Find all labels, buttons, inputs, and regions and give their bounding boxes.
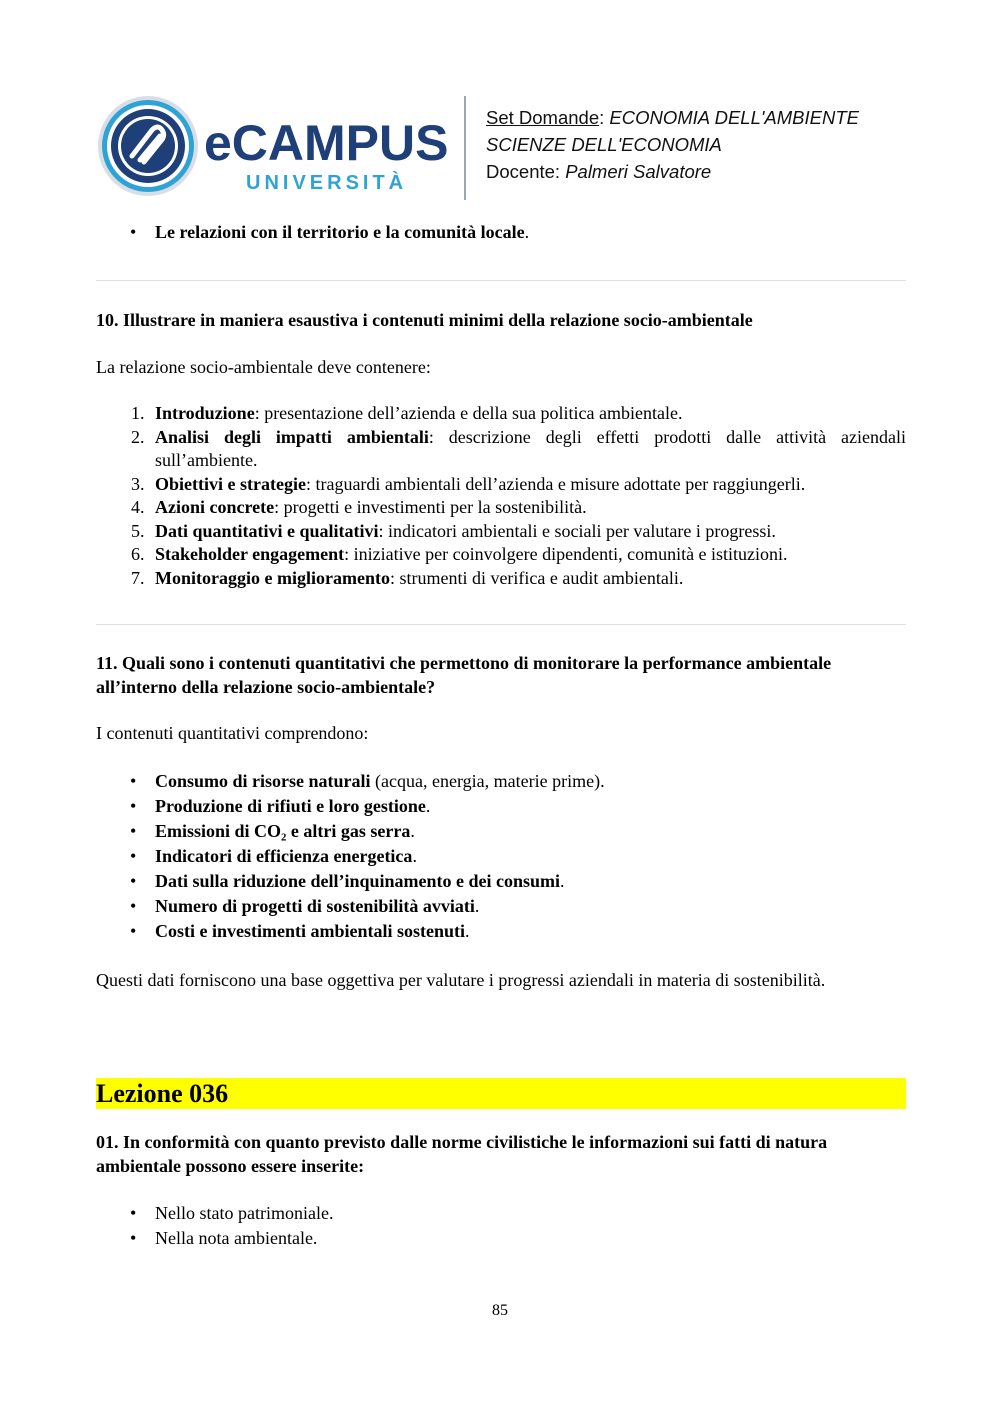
list-item: • Numero di progetti di sostenibilità avviati. (155, 895, 906, 919)
list-item: 4. Azioni concrete: progetti e investimenti per la sostenibilità. (131, 497, 587, 517)
question-10-intro: La relazione socio-ambientale deve contenere: (96, 356, 431, 377)
list-item: 2. Analisi degli impatti ambientali: descrizione degli effetti prodotti dalle attività aziendali sull’ambiente. (131, 426, 906, 470)
ecampus-logo (96, 94, 451, 204)
course-line: SCIENZE DELL'ECONOMIA (486, 134, 722, 155)
question-11-list (96, 770, 906, 944)
list-item: • Le relazioni con il territorio e la comunità locale. (155, 221, 906, 245)
question-01-title: 01. In conformità con quanto previsto dalle norme civilistiche le informazioni sui fatti di natura ambientale possono essere inserite: (96, 1132, 828, 1176)
question-10-list (96, 402, 906, 590)
list-item: 3. Obiettivi e strategie: traguardi ambientali dell’azienda e misure adottate per raggiungerli. (131, 473, 806, 494)
teacher-line: Docente: Palmeri Salvatore (486, 161, 712, 182)
svg-text:UNIVERSITÀ: UNIVERSITÀ (246, 172, 408, 194)
question-01-list (96, 1202, 906, 1251)
list-item: • Indicatori di efficienza energetica. (155, 845, 906, 869)
question-11-title: 11. Quali sono i contenuti quantitativi che permettono di monitorare la performance ambientale all’interno della relazione socio-ambientale? (96, 653, 832, 697)
list-item: • Produzione di rifiuti e loro gestione. (155, 795, 906, 819)
svg-text:eCAMPUS: eCAMPUS (204, 115, 449, 171)
question-11-conclusion: Questi dati forniscono una base oggettiva per valutare i progressi aziendali in materia di sostenibilità. (96, 969, 826, 990)
page-number: 85 (492, 1302, 508, 1319)
question-11-intro: I contenuti quantitativi comprendono: (96, 723, 369, 743)
list-item: 6. Stakeholder engagement: iniziative per coinvolgere dipendenti, comunità e istituzioni. (131, 544, 788, 564)
set-line: Set Domande: ECONOMIA DELL'AMBIENTE (486, 107, 859, 128)
list-item: • Nello stato patrimoniale. (155, 1202, 906, 1226)
list-item: • Costi e investimenti ambientali sostenuti. (155, 920, 906, 944)
list-item: 5. Dati quantitativi e qualitativi: indicatori ambientali e sociali per valutare i progressi. (131, 520, 776, 541)
header-divider (464, 96, 466, 200)
page-content (96, 221, 906, 1252)
list-item: • Dati sulla riduzione dell’inquinamento e dei consumi. (155, 870, 906, 894)
list-item: 7. Monitoraggio e miglioramento: strumenti di verifica e audit ambientali. (131, 567, 684, 588)
list-item: • Consumo di risorse naturali (acqua, energia, materie prime). (155, 770, 906, 794)
page-header (96, 94, 906, 204)
list-item: • Emissioni di CO₂ e altri gas serra. (155, 820, 906, 844)
list-item: • Nella nota ambientale. (155, 1227, 906, 1251)
top-bullet-list (96, 221, 906, 245)
question-10-title: 10. Illustrare in maniera esaustiva i contenuti minimi della relazione socio-ambientale (96, 310, 753, 330)
list-item: 1. Introduzione: presentazione dell’azienda e della sua politica ambientale. (131, 403, 683, 423)
lesson-heading: Lezione 036 (96, 1078, 906, 1109)
header-info (486, 104, 859, 185)
